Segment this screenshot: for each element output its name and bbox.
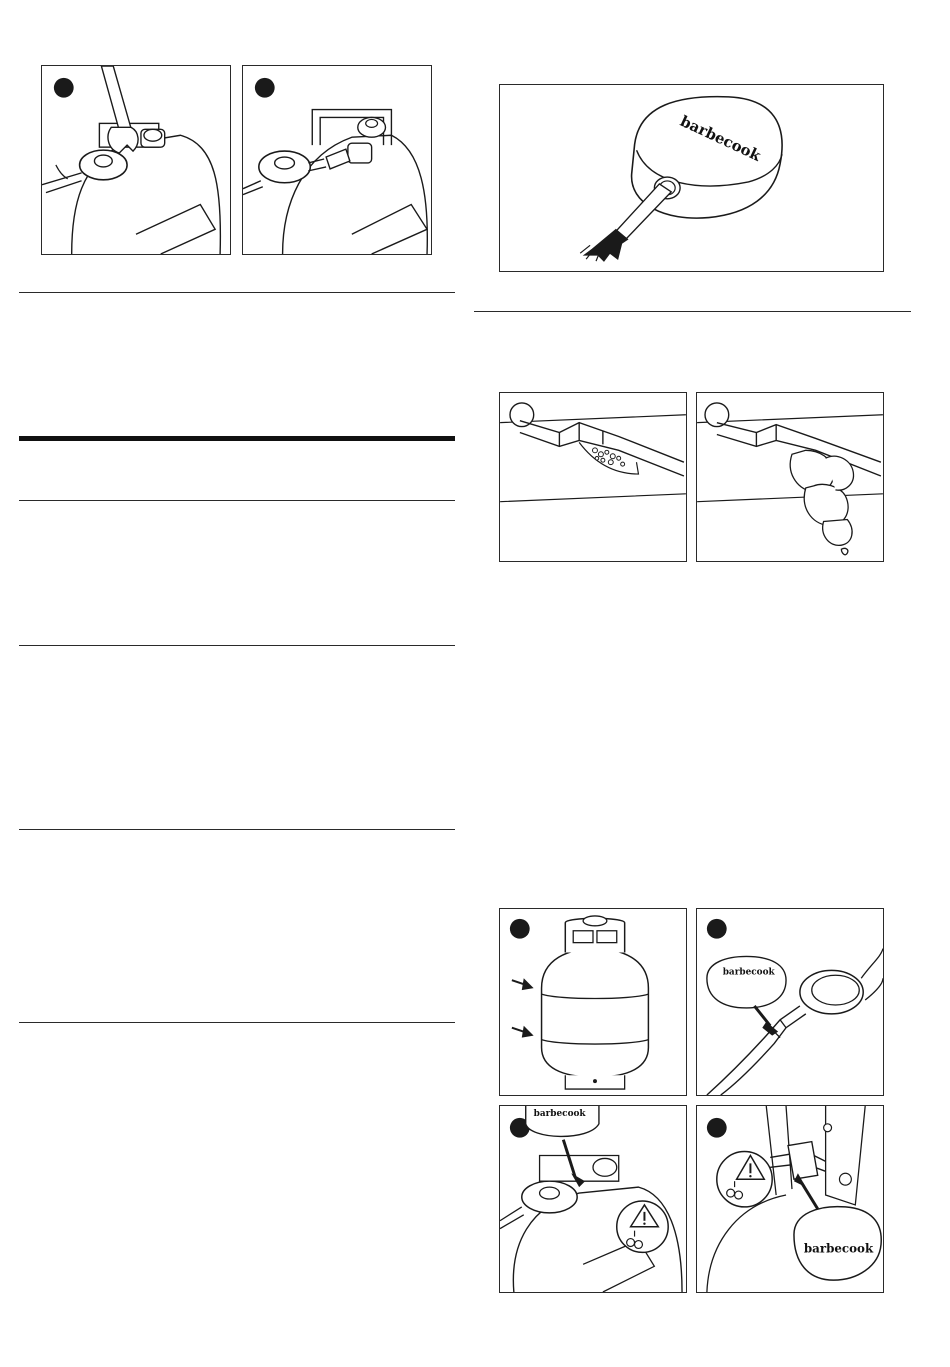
brand-label-text: barbecook: [533, 1108, 586, 1119]
leak-test-brush-illustration: [500, 85, 883, 271]
step-marker-dot: [707, 1118, 727, 1138]
brand-label-text: barbecook: [677, 112, 764, 165]
brand-label-text: barbecook: [803, 1241, 874, 1256]
step-marker-dot: [510, 919, 530, 939]
valve-brush-illustration: [697, 1106, 883, 1292]
divider-right-1: [474, 311, 911, 312]
divider-4: [19, 829, 455, 830]
wrench-regulator-illustration: [42, 66, 230, 254]
step-marker-dot: [707, 919, 727, 939]
figure-valve-brush: [696, 1105, 884, 1293]
section-heading-bar: [19, 436, 455, 441]
divider-3: [19, 645, 455, 646]
brand-label-text: barbecook: [722, 967, 775, 978]
regulator-brush-illustration: [500, 1106, 686, 1292]
regulator-detached-illustration: [243, 66, 431, 254]
figure-regulator-detached: [242, 65, 432, 255]
hose-brush-illustration: [697, 909, 883, 1095]
divider-1: [19, 292, 455, 293]
figure-regulator-brush: [499, 1105, 687, 1293]
cylinder-arrows-illustration: [500, 909, 686, 1095]
large-bubbles-illustration: [697, 393, 883, 561]
figure-hose-brush: [696, 908, 884, 1096]
figure-small-bubbles: [499, 392, 687, 562]
divider-5: [19, 1022, 455, 1023]
small-bubbles-illustration: [500, 393, 686, 561]
figure-large-bubbles: [696, 392, 884, 562]
figure-cylinder-arrows: [499, 908, 687, 1096]
divider-2: [19, 500, 455, 501]
step-marker-dot: [54, 78, 74, 98]
figure-leak-test-brush: [499, 84, 884, 272]
figure-wrench-regulator: [41, 65, 231, 255]
step-marker-dot: [255, 78, 275, 98]
